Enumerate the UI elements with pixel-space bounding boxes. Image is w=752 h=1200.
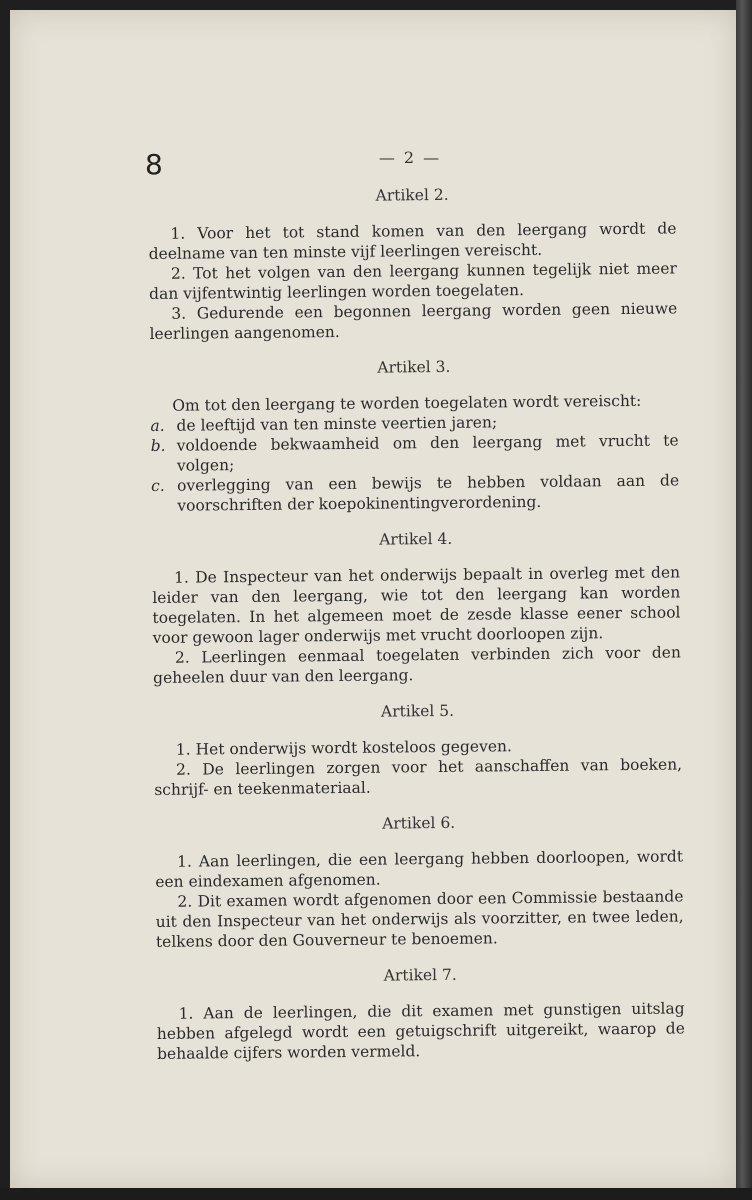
list-item — [151, 470, 679, 516]
list-text: overlegging van een bewijs te hebben voldaan aan de voorschriften der koepokinentingverordening. — [177, 471, 680, 515]
article-paragraph: 1. De Inspecteur van het onderwijs bepaalt in overleg met den leider van den leergang, wie tot den leergang kan worden toegelaten. In het algemeen moet de zesde klasse eener school voor gewoon lager onderwijs met vrucht doorloopen zijn. — [152, 563, 681, 647]
list-letter: a. — [150, 416, 165, 435]
list-letter: b. — [150, 436, 166, 455]
list-text: de leeftijd van ten minste veertien jaren; — [176, 413, 498, 435]
article-paragraph: 1. Voor het tot stand komen van den leergang wordt de deelname van ten minste vijf leerlingen vereischt. — [148, 219, 677, 263]
article-paragraph: 3. Gedurende een begonnen leergang worden geen nieuwe leerlingen aangenomen. — [149, 299, 678, 343]
bottom-edge — [0, 1188, 752, 1200]
article-paragraph: 1. Het onderwijs wordt kosteloos gegeven. — [175, 737, 512, 759]
list-letter: c. — [151, 476, 165, 495]
article-title: Artikel 4. — [379, 529, 453, 549]
article-title: Artikel 6. — [382, 813, 456, 833]
article-paragraph: 1. Aan de leerlingen, die dit examen met gunstigen uitslag hebben afgelegd wordt een getuigschrift uitgereikt, waarop de behaalde cijfers worden vermeld. — [156, 999, 685, 1063]
article-paragraph: 2. Tot het volgen van den leergang kunnen tegelijk niet meer dan vijfentwintig leerlingen worden toegelaten. — [149, 259, 677, 303]
article-paragraph: 2. Dit examen wordt afgenomen door een Commissie bestaande uit den Inspecteur van het onderwijs als voorzitter, en twee leden, telkens door den Gouverneur te benoemen. — [155, 887, 684, 951]
printed-page-number: — 2 — — [378, 148, 442, 167]
document-body — [148, 182, 685, 1063]
article-intro: Om tot den leergang te worden toegelaten wordt vereischt: — [172, 391, 642, 415]
article-paragraph: 2. Leerlingen eenmaal toegelaten verbinden zich voor den geheelen duur van den leergang. — [153, 643, 681, 687]
list-text: voldoende bekwaamheid om den leergang met vrucht te volgen; — [176, 431, 679, 475]
handwritten-page-number: 8 — [145, 148, 163, 181]
article-title: Artikel 5. — [380, 701, 455, 721]
article-paragraph: 1. Aan leerlingen, die een leergang hebben doorloopen, wordt een eindexamen afgenomen. — [155, 847, 684, 891]
article-title: Artikel 3. — [377, 357, 451, 377]
page-edge — [736, 0, 752, 1200]
article-paragraph: 2. De leerlingen zorgen voor het aanschaffen van boeken, schrijf- en teekenmateriaal. — [154, 755, 683, 799]
article-title: Artikel 2. — [375, 185, 449, 205]
article-title: Artikel 7. — [383, 965, 457, 985]
list-item — [151, 430, 679, 476]
